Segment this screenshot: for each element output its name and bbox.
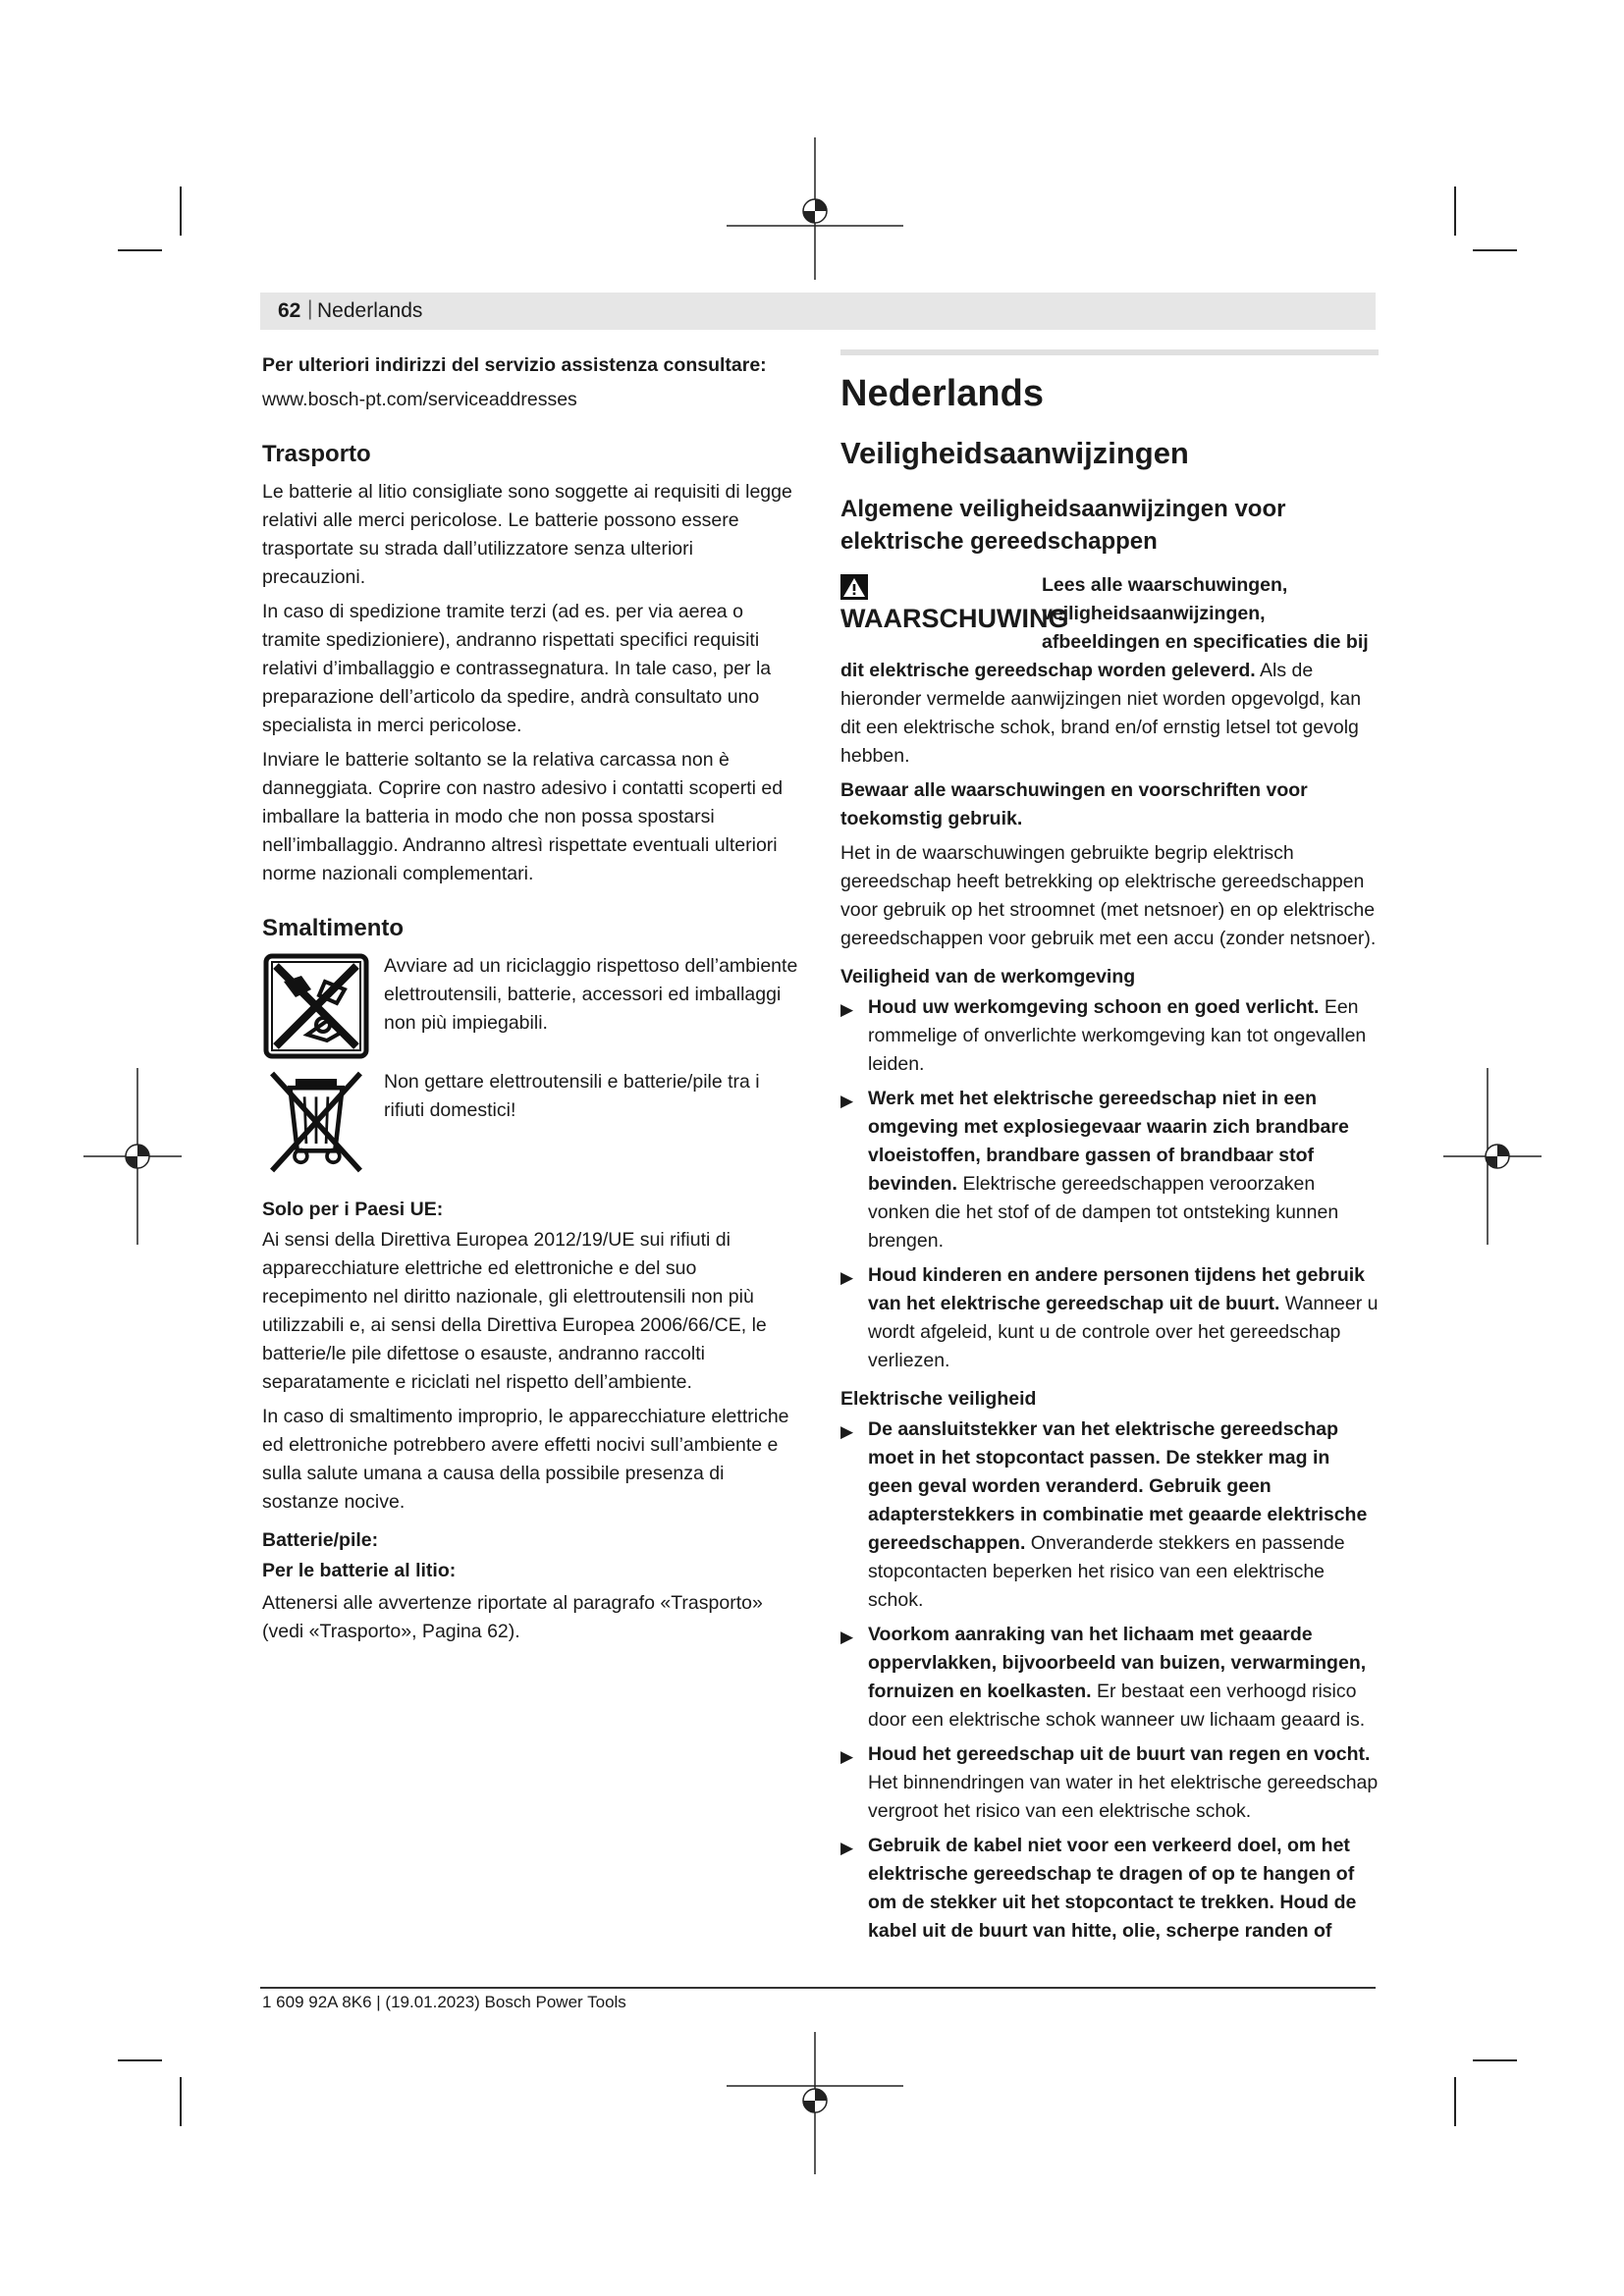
disposal-recycle-text: Avviare ad un riciclaggio rispettoso dell’ambiente elettroutensili, batterie, accessori ed imballaggi non più impiegabili. bbox=[384, 955, 798, 1034]
work-item bbox=[840, 1261, 1379, 1375]
no-household-waste-icon bbox=[262, 952, 370, 1060]
battery-title: Batterie/pile: bbox=[262, 1529, 379, 1551]
work-item-bold: Houd kinderen en andere personen tijdens het gebruik van het elektrische gereedschap uit de buurt. bbox=[868, 1264, 1366, 1314]
disposal-title: Smaltimento bbox=[262, 915, 405, 941]
work-area-list bbox=[840, 993, 1379, 1375]
elec-item-bold: Gebruik de kabel niet voor een verkeerd doel, om het elektrische gereedschap te dragen of op te hangen of om de stekker uit het stopcontact te trekken. Houd de kabel uit de buurt van hitte, olie, scherpe randen of bbox=[868, 1835, 1357, 1942]
general-safety-title: Algemene veiligheidsaanwijzingen voor elektrische gereedschappen bbox=[840, 496, 1286, 555]
transport-paragraph-3: Inviare le batterie soltanto se la relativa carcassa non è danneggiata. Coprire con nastro adesivo i contatti scoperti ed imballare la batteria in modo che non possa spostarsi nell’imballaggio. Andranno altresì rispettate eventuali ulteriori norme nazionali complementari. bbox=[262, 749, 784, 884]
crop-mark bbox=[1473, 249, 1517, 251]
lithium-title: Per le batterie al litio: bbox=[262, 1560, 457, 1581]
page-header bbox=[260, 293, 1376, 330]
elec-item-rest: Het binnendringen van water in het elektrische gereedschap vergroot het risico van een elektrische schok. bbox=[868, 1772, 1379, 1822]
work-item-bold: Werk met het elektrische gereedschap niet in een omgeving met explosiegevaar waarin zich brandbare vloeistoffen, brandbare gassen of brandbaar stof bevinden. bbox=[868, 1088, 1349, 1195]
work-item bbox=[840, 993, 1379, 1079]
keep-instructions: Bewaar alle waarschuwingen en voorschriften voor toekomstig gebruik. bbox=[840, 779, 1308, 829]
transport-paragraph-1: Le batterie al litio consigliate sono soggette ai requisiti di legge relativi alle merci pericolose. Le batterie possono essere trasportate su strada dall’utilizzatore senza ulteriori precauzioni. bbox=[262, 481, 792, 588]
eu-title: Solo per i Paesi UE: bbox=[262, 1199, 444, 1220]
work-item-rest: Een rommelige of onverlichte werkomgeving kan tot ongevallen leiden. bbox=[868, 996, 1367, 1075]
work-item bbox=[840, 1085, 1379, 1255]
warning-bold: Lees alle waarschuwingen, veiligheidsaanwijzingen, afbeeldingen en specificaties die bij dit elektrische gereedschap worden geleverd. bbox=[840, 574, 1369, 681]
elec-item bbox=[840, 1621, 1379, 1735]
section-rule bbox=[840, 349, 1379, 355]
header-language: Nederlands bbox=[317, 299, 423, 322]
footer-doc-info: 1 609 92A 8K6 | (19.01.2023) Bosch Power Tools bbox=[262, 1993, 626, 2011]
eu-paragraph-1: Ai sensi della Direttiva Europea 2012/19/UE sui rifiuti di apparecchiature elettriche ed elettroniche e del suo recepimento nel diritto nazionale, gli elettroutensili non più utilizzabili e, ai sensi della Direttiva Europea 2006/66/CE, le batterie/le pile difettose o esauste, andranno raccolti separatamente e riciclati nel rispetto dell’ambiente. bbox=[262, 1229, 767, 1393]
disposal-bin-text: Non gettare elettroutensili e batterie/pile tra i rifiuti domestici! bbox=[384, 1071, 760, 1121]
work-item-rest: Elektrische gereedschappen veroorzaken vonken die het stof of de dampen tot ontsteking kunnen brengen. bbox=[868, 1173, 1339, 1252]
warning-block bbox=[840, 571, 1379, 771]
crop-mark bbox=[180, 187, 182, 236]
electrical-safety-title: Elektrische veiligheid bbox=[840, 1388, 1037, 1410]
work-item-bold: Houd uw werkomgeving schoon en goed verlicht. bbox=[868, 996, 1320, 1018]
crop-mark bbox=[1454, 187, 1456, 236]
bullet-triangle-icon: ▶ bbox=[840, 1747, 854, 1766]
bullet-triangle-icon: ▶ bbox=[840, 1839, 854, 1857]
footer-rule bbox=[260, 1987, 1376, 1989]
crop-mark bbox=[1473, 2059, 1517, 2061]
warning-label bbox=[840, 573, 1069, 634]
service-heading: Per ulteriori indirizzi del servizio assistenza consultare: bbox=[262, 354, 767, 376]
crop-mark bbox=[180, 2077, 182, 2126]
eu-paragraph-2: In caso di smaltimento improprio, le apparecchiature elettriche ed elettroniche potrebbero avere effetti nocivi sull’ambiente e sulla salute umana a causa della possibile presenza di sostanze nocive. bbox=[262, 1406, 789, 1513]
bullet-triangle-icon: ▶ bbox=[840, 1268, 854, 1287]
elec-item-rest: Er bestaat een verhoogd risico door een elektrische schok wanneer uw lichaam geaard is. bbox=[868, 1681, 1366, 1731]
elec-item-bold: Houd het gereedschap uit de buurt van regen en vocht. bbox=[868, 1743, 1371, 1765]
transport-paragraph-2: In caso di spedizione tramite terzi (ad es. per via aerea o tramite spedizioniere), andranno rispettati specifici requisiti relativi d’imballaggio e contrassegnatura. In tale caso, per la preparazione dell’articolo da spedire, andrà consultato uno specialista in merci pericolose. bbox=[262, 601, 772, 736]
work-area-title: Veiligheid van de werkomgeving bbox=[840, 966, 1136, 988]
elec-item bbox=[840, 1740, 1379, 1826]
crop-mark bbox=[1454, 2077, 1456, 2126]
bullet-triangle-icon: ▶ bbox=[840, 1000, 854, 1019]
term-definition: Het in de waarschuwingen gebruikte begrip elektrisch gereedschap heeft betrekking op elektrische gereedschappen voor gebruik op het stroomnet (met netsnoer) en op elektrische gereedschappen voor gebruik met een accu (zonder netsnoer). bbox=[840, 842, 1377, 949]
disposal-bin-row bbox=[262, 1068, 800, 1176]
elec-item bbox=[840, 1832, 1379, 1946]
bullet-triangle-icon: ▶ bbox=[840, 1628, 854, 1646]
registration-mark-bottom bbox=[727, 2032, 903, 2174]
header-separator: | bbox=[307, 297, 313, 320]
page-number: 62 bbox=[278, 299, 301, 322]
registration-mark-right bbox=[1443, 1068, 1542, 1245]
registration-mark-top bbox=[727, 137, 903, 280]
elec-item-bold: Voorkom aanraking van het lichaam met geaarde oppervlakken, bijvoorbeeld van buizen, verwarmingen, fornuizen en koelkasten. bbox=[868, 1624, 1367, 1702]
elec-item bbox=[840, 1415, 1379, 1615]
elec-item-rest: Onveranderde stekkers en passende stopcontacten beperken het risico van een elektrische schok. bbox=[868, 1532, 1345, 1611]
right-column bbox=[840, 349, 1379, 1951]
service-url[interactable]: www.bosch-pt.com/serviceaddresses bbox=[262, 389, 577, 410]
warning-label-text: WAARSCHUWING bbox=[840, 604, 1069, 633]
lithium-paragraph: Attenersi alle avvertenze riportate al paragrafo «Trasporto» (vedi «Trasporto», Pagina 62). bbox=[262, 1592, 763, 1642]
bullet-triangle-icon: ▶ bbox=[840, 1092, 854, 1110]
crop-mark bbox=[118, 249, 162, 251]
language-title: Nederlands bbox=[840, 373, 1044, 414]
registration-mark-left bbox=[83, 1068, 182, 1245]
crossed-out-bin-icon bbox=[262, 1068, 370, 1176]
bullet-triangle-icon: ▶ bbox=[840, 1422, 854, 1441]
warning-rest: Als de hieronder vermelde aanwijzingen niet worden opgevolgd, kan dit een elektrische schok, brand en/of ernstig letsel tot gevolg hebben. bbox=[840, 660, 1362, 767]
electrical-safety-list bbox=[840, 1415, 1379, 1946]
work-item-rest: Wanneer u wordt afgeleid, kunt u de controle over het gereedschap verliezen. bbox=[868, 1293, 1379, 1371]
warning-triangle-icon bbox=[840, 574, 868, 600]
safety-title: Veiligheidsaanwijzingen bbox=[840, 436, 1189, 470]
left-column bbox=[262, 351, 800, 1652]
elec-item-bold: De aansluitstekker van het elektrische gereedschap moet in het stopcontact passen. De stekker mag in geen geval worden veranderd. Gebruik geen adapterstekkers in combinatie met geaarde elektrische gereedschappen. bbox=[868, 1418, 1368, 1554]
disposal-recycle-row bbox=[262, 952, 800, 1060]
transport-title: Trasporto bbox=[262, 441, 371, 467]
crop-mark bbox=[118, 2059, 162, 2061]
